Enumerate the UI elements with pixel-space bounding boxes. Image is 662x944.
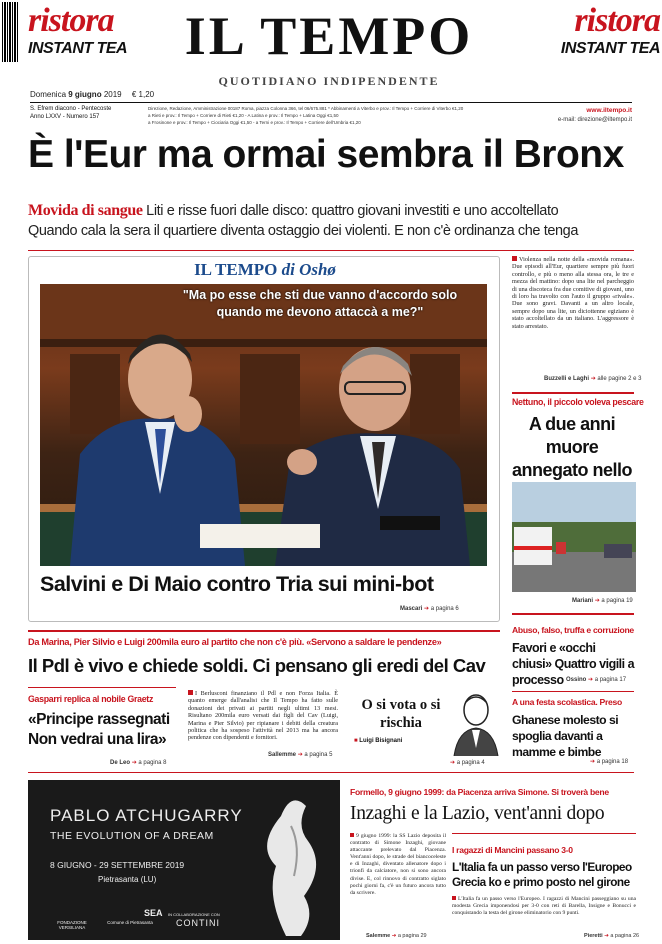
pdl-pageref[interactable]: Sallemme ➔ a pagina 5 [268, 752, 333, 758]
editorial-info: Direzione, Redazione, Amministrazione 00187 Roma, piazza Colonna 366, tel 06/675.881 * Abbinamenti a Viterbo e prov.: Il Tempo + Corriere di Viterbo €1,20 a Rieti e prov.: Il Tempo + Corriere di Rieti €1,20 - A Latina e prov.: Il Tempo + Latina Oggi €1,50 a Frosinone e prov.: Il Tempo + Ciociaria Oggi €1,50 - a Terni e prov.: Il Tempo + Corriere dell'Umbria €1,20 [148, 106, 464, 125]
nettuno-photo[interactable] [512, 482, 636, 592]
inzaghi-pageref[interactable]: Salemme ➔ a pagina 29 [366, 933, 427, 939]
pdl-kicker: Da Marina, Pier Silvio e Luigi 200mila euro al partito che non c'è più. «Servono a saldare le pendenze» [28, 637, 442, 647]
ad-artist: PABLO ATCHUGARRY [50, 806, 243, 825]
osho-illustration [40, 284, 487, 566]
ad-sponsor-1: FONDAZIONE VERSILIANA [57, 920, 87, 930]
pdl-body: I Berlusconi finanziano il Pdl e non Forza Italia. È quanto emerge dall'analisi che Il Tempo ha fatto sulle donazioni dei privati ai partiti negli ultimi 13 mesi. Risultano 200mila euro versati dai figli del Cav (Luigi, Marina e Pier Silvio) per ripianare i debiti della creatura politica che ha sospeso l'attività nel 2013 ma ha ancora pendenze con dipendenti e fornitori. [188, 690, 338, 742]
bisignani-author: ■ Luigi Bisignani [354, 738, 403, 744]
bisignani-box[interactable] [346, 688, 500, 766]
nettuno-pageref[interactable]: Mariani ➔ a pagina 19 [572, 598, 633, 604]
lead-kicker: Movida di sangue [28, 202, 143, 219]
pdl-headline[interactable]: Il Pdl è vivo e chiede soldi. Ci pensano gli eredi del Cav [28, 655, 486, 676]
sculpture-image [246, 786, 336, 938]
abuso-headline[interactable]: Favori e «occhi chiusi» Quattro vigili a processo [512, 641, 635, 687]
ad-sponsor-2: Comune di Pietrasanta [107, 920, 153, 925]
abuso-pageref[interactable]: Ossino ➔ a pagina 17 [566, 677, 627, 683]
website-link[interactable]: www.iltempo.it [586, 107, 632, 114]
ad-title: THE EVOLUTION OF A DREAM [50, 830, 214, 842]
festa-kicker: A una festa scolastica. Preso [512, 697, 622, 707]
masthead-tagline: QUOTIDIANO INDIPENDENTE [218, 74, 440, 88]
gasparri-pageref[interactable]: De Leo ➔ a pagina 8 [110, 760, 167, 766]
gasparri-headline[interactable]: «Principe rassegnati Non vedrai una lira» [28, 711, 170, 748]
left-ad-ristora[interactable] [28, 2, 128, 86]
ad-sponsor-4: CONTINI [176, 918, 220, 928]
osho-quote: "Ma po esse che sti due vanno d'accordo solo quando me devono attaccà a me?" [182, 288, 458, 319]
ad-place: Pietrasanta (LU) [98, 875, 157, 884]
osho-cartoon[interactable] [40, 284, 487, 566]
issue-date: Domenica 9 giugno 2019 € 1,20 [30, 90, 155, 99]
saint-line: S. Efrem diacono - Pentecoste [30, 106, 112, 112]
nettuno-photo-illustration [512, 482, 636, 592]
left-ad-sub: INSTANT TEA [28, 40, 128, 57]
mancini-kicker: I ragazzi di Mancini passano 3-0 [452, 845, 573, 855]
inzaghi-body: 9 giugno 1999: la SS Lazio deposita il contratto di Simone Inzaghi, giovane attaccante prelevato dal Piacenza. Vent'anni dopo, le strade del biancoceleste e di Inzaghi, diventato allenatore dopo i trionfi da calciatore, non si sono ancora divise. E, col rinnovo di contratto siglato pochi giorni fa, c'è un futuro ancora tutto da scrivere. [350, 833, 446, 896]
festa-headline[interactable]: Ghanese molesto si spoglia davanti a mamme e bimbe [512, 713, 619, 759]
left-ad-brand: ristora [28, 2, 114, 39]
mancini-headline[interactable]: L'Italia fa un passo verso l'Europeo Grecia ko e primo posto nel girone [452, 860, 632, 889]
nettuno-headline[interactable]: A due anni muore annegato nello [511, 414, 632, 480]
right-ad-sub: INSTANT TEA [560, 40, 660, 57]
masthead-title: IL TEMPO [184, 6, 474, 66]
side-story [512, 256, 634, 330]
side-story-text: Violenza nella notte della «movida romana». Due episodi all'Eur, quartiere sempre più fuori controllo, e più o meno alla stessa ora, le tre e mezza del mattino: dopo una lite nel parcheggio di una discoteca fra due comitive di giovani, uno di loro ha travolto con l'auto il gruppo «rivale». Due sono gravi. Davanti a un altro locale, sempre dopo una lite, un diciottenne egiziano è stato accoltellato da un italiano. L'aggressore è stato arrestato. [512, 256, 634, 330]
lead-deck-1: Liti e risse fuori dalle disco: quattro giovani investiti e uno accoltellato [146, 203, 559, 219]
ad-sponsor-4-pre: IN COLLABORAZIONE CON [168, 912, 220, 917]
exhibition-ad[interactable] [28, 780, 340, 940]
osho-label: IL TEMPO di Oshø [194, 260, 336, 279]
inzaghi-kicker: Formello, 9 giugno 1999: da Piacenza arriva Simone. Si troverà bene [350, 787, 609, 797]
email-link[interactable]: e-mail: direzione@iltempo.it [557, 117, 632, 123]
abuso-kicker: Abuso, falso, truffa e corruzione [512, 625, 634, 635]
mancini-pageref[interactable]: Pieretti ➔ a pagina 26 [584, 933, 640, 939]
bisignani-headline: O si vota o si rischia [361, 697, 441, 731]
osho-headline[interactable]: Salvini e Di Maio contro Tria sui mini-bot [40, 572, 434, 596]
ad-dates: 8 GIUGNO - 29 SETTEMBRE 2019 [50, 860, 185, 870]
lead-deck-2: Quando cala la sera il quartiere diventa ostaggio dei violenti. E non c'è ordinanza che tenga [28, 223, 578, 239]
price: € 1,20 [131, 90, 155, 99]
bisignani-portrait [450, 690, 500, 756]
inzaghi-headline[interactable]: Inzaghi e la Lazio, vent'anni dopo [350, 803, 605, 824]
barcode [2, 2, 18, 62]
festa-pageref[interactable]: ➔ a pagina 18 [590, 759, 629, 765]
issue-number: Anno LXXV - Numero 157 [30, 114, 100, 120]
lead-deck [28, 201, 638, 241]
osho-pageref[interactable]: Mascari ➔ a pagina 6 [400, 606, 459, 612]
ad-sponsor-3: SEA [144, 908, 163, 918]
gasparri-kicker: Gasparri replica al nobile Graetz [28, 694, 154, 704]
mancini-body: L'Italia fa un passo verso l'Europeo. I ragazzi di Mancini passeggiano su una modesta Grecia imponendosi per 3-0 con reti di Barella, Insigne e Bonucci e conquistando la testa del girone eliminatorio con 9 punti. [452, 896, 636, 917]
side-story-pageref[interactable]: Buzzelli e Laghi ➔ alle pagine 2 e 3 [544, 376, 642, 382]
right-ad-brand: ristora [574, 2, 660, 39]
lead-headline[interactable]: È l'Eur ma ormai sembra il Bronx [28, 133, 624, 176]
right-ad-ristora[interactable] [560, 2, 660, 86]
nettuno-kicker: Nettuno, il piccolo voleva pescare [512, 397, 644, 407]
bisignani-pageref[interactable]: ➔ a pagina 4 [450, 760, 485, 766]
